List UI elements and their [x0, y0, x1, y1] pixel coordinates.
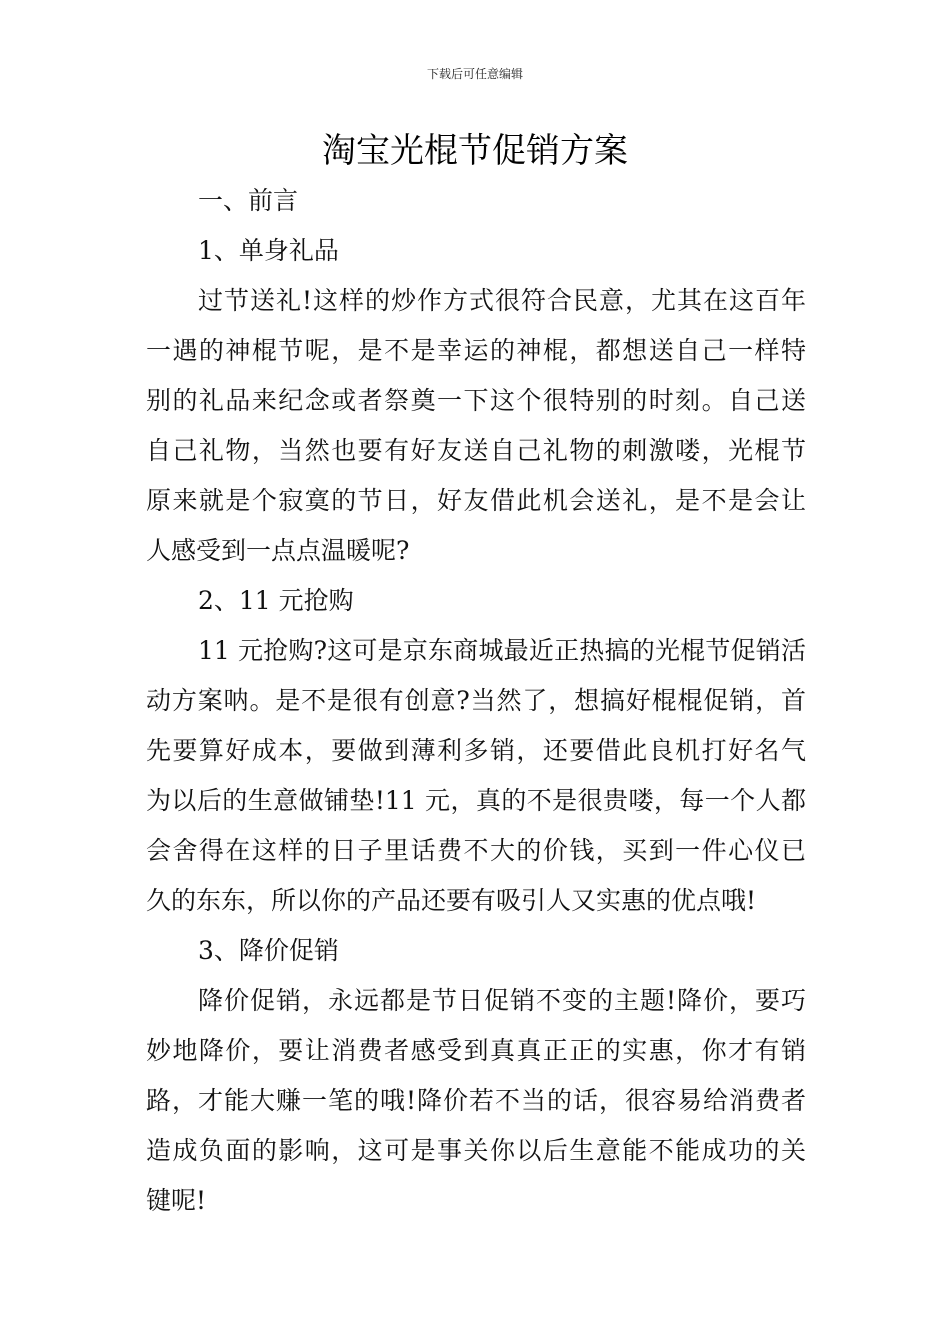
paragraph-line: 动方案呐。是不是很有创意?当然了，想搞好棍棍促销，首: [146, 686, 806, 715]
paragraph-line: 久的东东，所以你的产品还要有吸引人又实惠的优点哦!: [146, 886, 757, 915]
document-title: 淘宝光棍节促销方案: [322, 131, 628, 171]
paragraph-11-yuan-rush: [146, 626, 806, 926]
paragraph-single-gift: [146, 276, 806, 576]
paragraph-price-cut: [146, 976, 806, 1226]
paragraph-line: 人感受到一点点温暖呢?: [146, 536, 410, 565]
paragraph-line: 路，才能大赚一笔的哦!降价若不当的话，很容易给消费者: [146, 1086, 806, 1115]
paragraph-line: 别的礼品来纪念或者祭奠一下这个很特别的时刻。自己送: [146, 386, 806, 415]
paragraph-line: 原来就是个寂寞的节日，好友借此机会送礼，是不是会让: [146, 486, 806, 515]
paragraph-line: 先要算好成本，要做到薄利多销，还要借此良机打好名气: [146, 736, 806, 765]
paragraph-line: 为以后的生意做铺垫!11 元，真的不是很贵喽，每一个人都: [146, 786, 806, 815]
header-note: 下载后可任意编辑: [426, 67, 523, 81]
document-body: [146, 176, 806, 1226]
paragraph-line: 一遇的神棍节呢，是不是幸运的神棍，都想送自己一样特: [146, 336, 806, 365]
paragraph-line: 会舍得在这样的日子里话费不大的价钱，买到一件心仪已: [146, 836, 806, 865]
paragraph-line: 11 元抢购?这可是京东商城最近正热搞的光棍节促销活: [198, 636, 806, 665]
section-heading-preface: 一、前言: [198, 186, 299, 215]
paragraph-line: 过节送礼!这样的炒作方式很符合民意，尤其在这百年: [198, 286, 806, 315]
paragraph-line: 自己礼物，当然也要有好友送自己礼物的刺激喽，光棍节: [146, 436, 806, 465]
paragraph-line: 造成负面的影响，这可是事关你以后生意能不能成功的关: [146, 1136, 806, 1165]
subheading-single-gift: 1、单身礼品: [198, 236, 339, 265]
paragraph-line: 妙地降价，要让消费者感受到真真正正的实惠，你才有销: [146, 1036, 806, 1065]
subheading-11-yuan-rush: 2、11 元抢购: [198, 586, 354, 615]
paragraph-line: 键呢!: [146, 1186, 207, 1215]
subheading-price-cut: 3、降价促销: [198, 936, 339, 965]
paragraph-line: 降价促销，永远都是节日促销不变的主题!降价，要巧: [198, 986, 806, 1015]
